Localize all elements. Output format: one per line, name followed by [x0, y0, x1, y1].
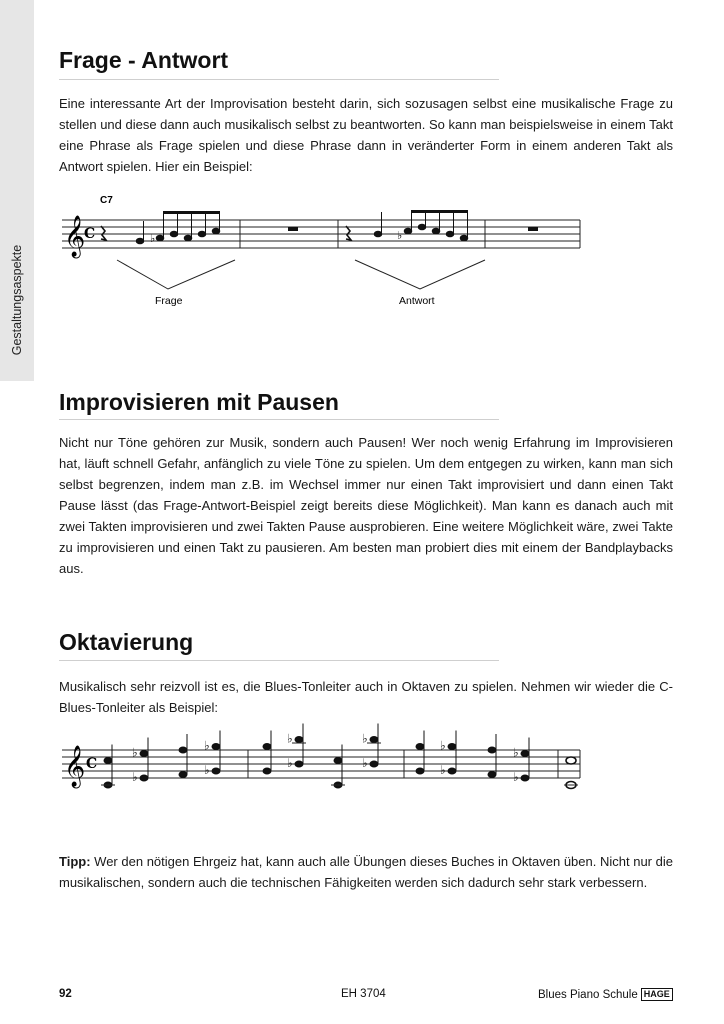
music-example-oktaven [0, 730, 724, 810]
notehead [295, 761, 303, 767]
label-question: Frage [155, 295, 183, 307]
flat-accidental: ♭ [440, 763, 446, 777]
time-signature: C [84, 226, 96, 242]
publisher-logo: HAGE [641, 988, 673, 1001]
octave-pair [132, 738, 148, 785]
whole-rest [528, 227, 538, 231]
tip-text: Wer den nötigen Ehrgeiz hat, kann auch alle Übungen dieses Buches in Oktaven üben. Nicht nur die musikalischen, sondern auch die technischen Fähigkeiten werden sich dadurch sehr stark verbessern. [59, 854, 673, 890]
section-text-oktavierung: Musikalisch sehr reizvoll ist es, die Blues-Tonleiter auch in Oktaven zu spielen. Nehmen wir wieder die C-Blues-Tonleiter als Beispiel: [59, 679, 673, 715]
tip-label: Tipp: [59, 854, 91, 869]
octave-pair [287, 724, 306, 771]
notehead [416, 768, 424, 774]
notehead [104, 758, 112, 764]
notehead [488, 747, 496, 753]
flat-accidental: ♭ [287, 756, 293, 770]
notehead [263, 744, 271, 750]
tip-paragraph [59, 851, 673, 893]
notehead [334, 758, 342, 764]
notehead [488, 772, 496, 778]
octave-pair [101, 745, 115, 789]
notehead [179, 747, 187, 753]
whole-rest [288, 227, 298, 231]
music-example-frage-antwort [0, 190, 724, 310]
book-code: EH 3704 [341, 988, 386, 1000]
octave-pair [564, 757, 578, 789]
flat-accidental: ♭ [362, 731, 368, 746]
octave-pair [513, 738, 529, 785]
section-title-frage-antwort: Frage - Antwort [59, 47, 229, 73]
notehead [521, 775, 529, 781]
quarter-rest [346, 226, 351, 240]
notehead [212, 768, 220, 774]
octave-pair [204, 731, 220, 778]
notehead [179, 772, 187, 778]
section-divider [59, 660, 499, 661]
label-answer: Antwort [399, 295, 435, 307]
chapter-label: Gestaltungsaspekte [10, 244, 24, 356]
flat-accidental: ♭ [204, 763, 210, 777]
section-text-pausen: Nicht nur Töne gehören zur Musik, sondern auch Pausen! Wer noch wenig Erfahrung im Improvisieren hat, läuft schnell Gefahr, anfänglich zu viele Töne zu spielen. Um dem entgegen zu wirken, kann man sich selbst begrenzen, indem man z.B. im Wechsel immer nur einen Takt improvisiert und dann einen Takt Pause lässt (das Frage-Antwort-Beispiel zeigt bereits diese Möglichkeit). Man kann es danach auch mit zwei Takten improvisieren und zwei Takten Pause ausprobieren. Eine weitere Möglichkeit wäre, zwei Takte zu improvisieren und einen Takt zu pausieren. Am besten man probiert dies mit einem der Bandplaybacks aus. [59, 435, 673, 576]
notehead [370, 761, 378, 767]
svg-text:♭: ♭ [150, 233, 156, 245]
section-title-oktavierung: Oktavierung [59, 629, 194, 655]
chord-symbol: C7 [100, 195, 113, 206]
bracket-answer [355, 260, 485, 289]
flat-accidental: ♭ [513, 745, 519, 760]
notehead [140, 775, 148, 781]
section-divider [59, 419, 499, 420]
notehead [521, 751, 529, 757]
notehead [140, 751, 148, 757]
notehead [566, 757, 576, 764]
book-title: Blues Piano Schule [538, 989, 638, 1001]
flat-accidental: ♭ [440, 738, 446, 753]
flat-accidental: ♭ [513, 770, 519, 784]
quarter-rest [101, 226, 106, 240]
octave-pair [331, 745, 345, 789]
notehead [416, 744, 424, 750]
notehead [263, 768, 271, 774]
flat-accidental: ♭ [132, 745, 138, 760]
flat-accidental: ♭ [287, 731, 293, 746]
time-signature: C [86, 756, 98, 772]
footer-book-info [538, 988, 673, 1001]
section-title-pausen: Improvisieren mit Pausen [59, 389, 339, 415]
treble-clef: 𝄞 [64, 746, 86, 787]
bracket-question [117, 260, 235, 289]
flat-accidental: ♭ [204, 738, 210, 753]
notehead [212, 744, 220, 750]
phrase-answer-notes [374, 210, 468, 242]
notehead [295, 737, 303, 743]
notehead [448, 768, 456, 774]
section-text-frage-antwort: Eine interessante Art der Improvisation besteht darin, sich sozusagen selbst eine musikalische Frage zu stellen und diese dann auch musikalisch selbst zu beantworten. So kann man beispielsweise in einem Takt eine Phrase als Frage spielen und diese Phrase dann in veränderter Form in einem anderen Takt als Antwort spielen. Hier ein Beispiel: [59, 96, 674, 174]
notehead [370, 737, 378, 743]
phrase-question-notes [136, 211, 220, 245]
octave-pair [362, 724, 381, 771]
notehead [448, 744, 456, 750]
octave-pair [416, 731, 424, 775]
octave-pair [263, 731, 271, 775]
flat-accidental: ♭ [132, 770, 138, 784]
section-divider [59, 79, 499, 80]
page-number: 92 [59, 988, 72, 1000]
octave-pair [440, 731, 456, 778]
treble-clef: 𝄞 [64, 216, 86, 257]
svg-text:♭: ♭ [397, 230, 403, 242]
flat-accidental: ♭ [362, 756, 368, 770]
